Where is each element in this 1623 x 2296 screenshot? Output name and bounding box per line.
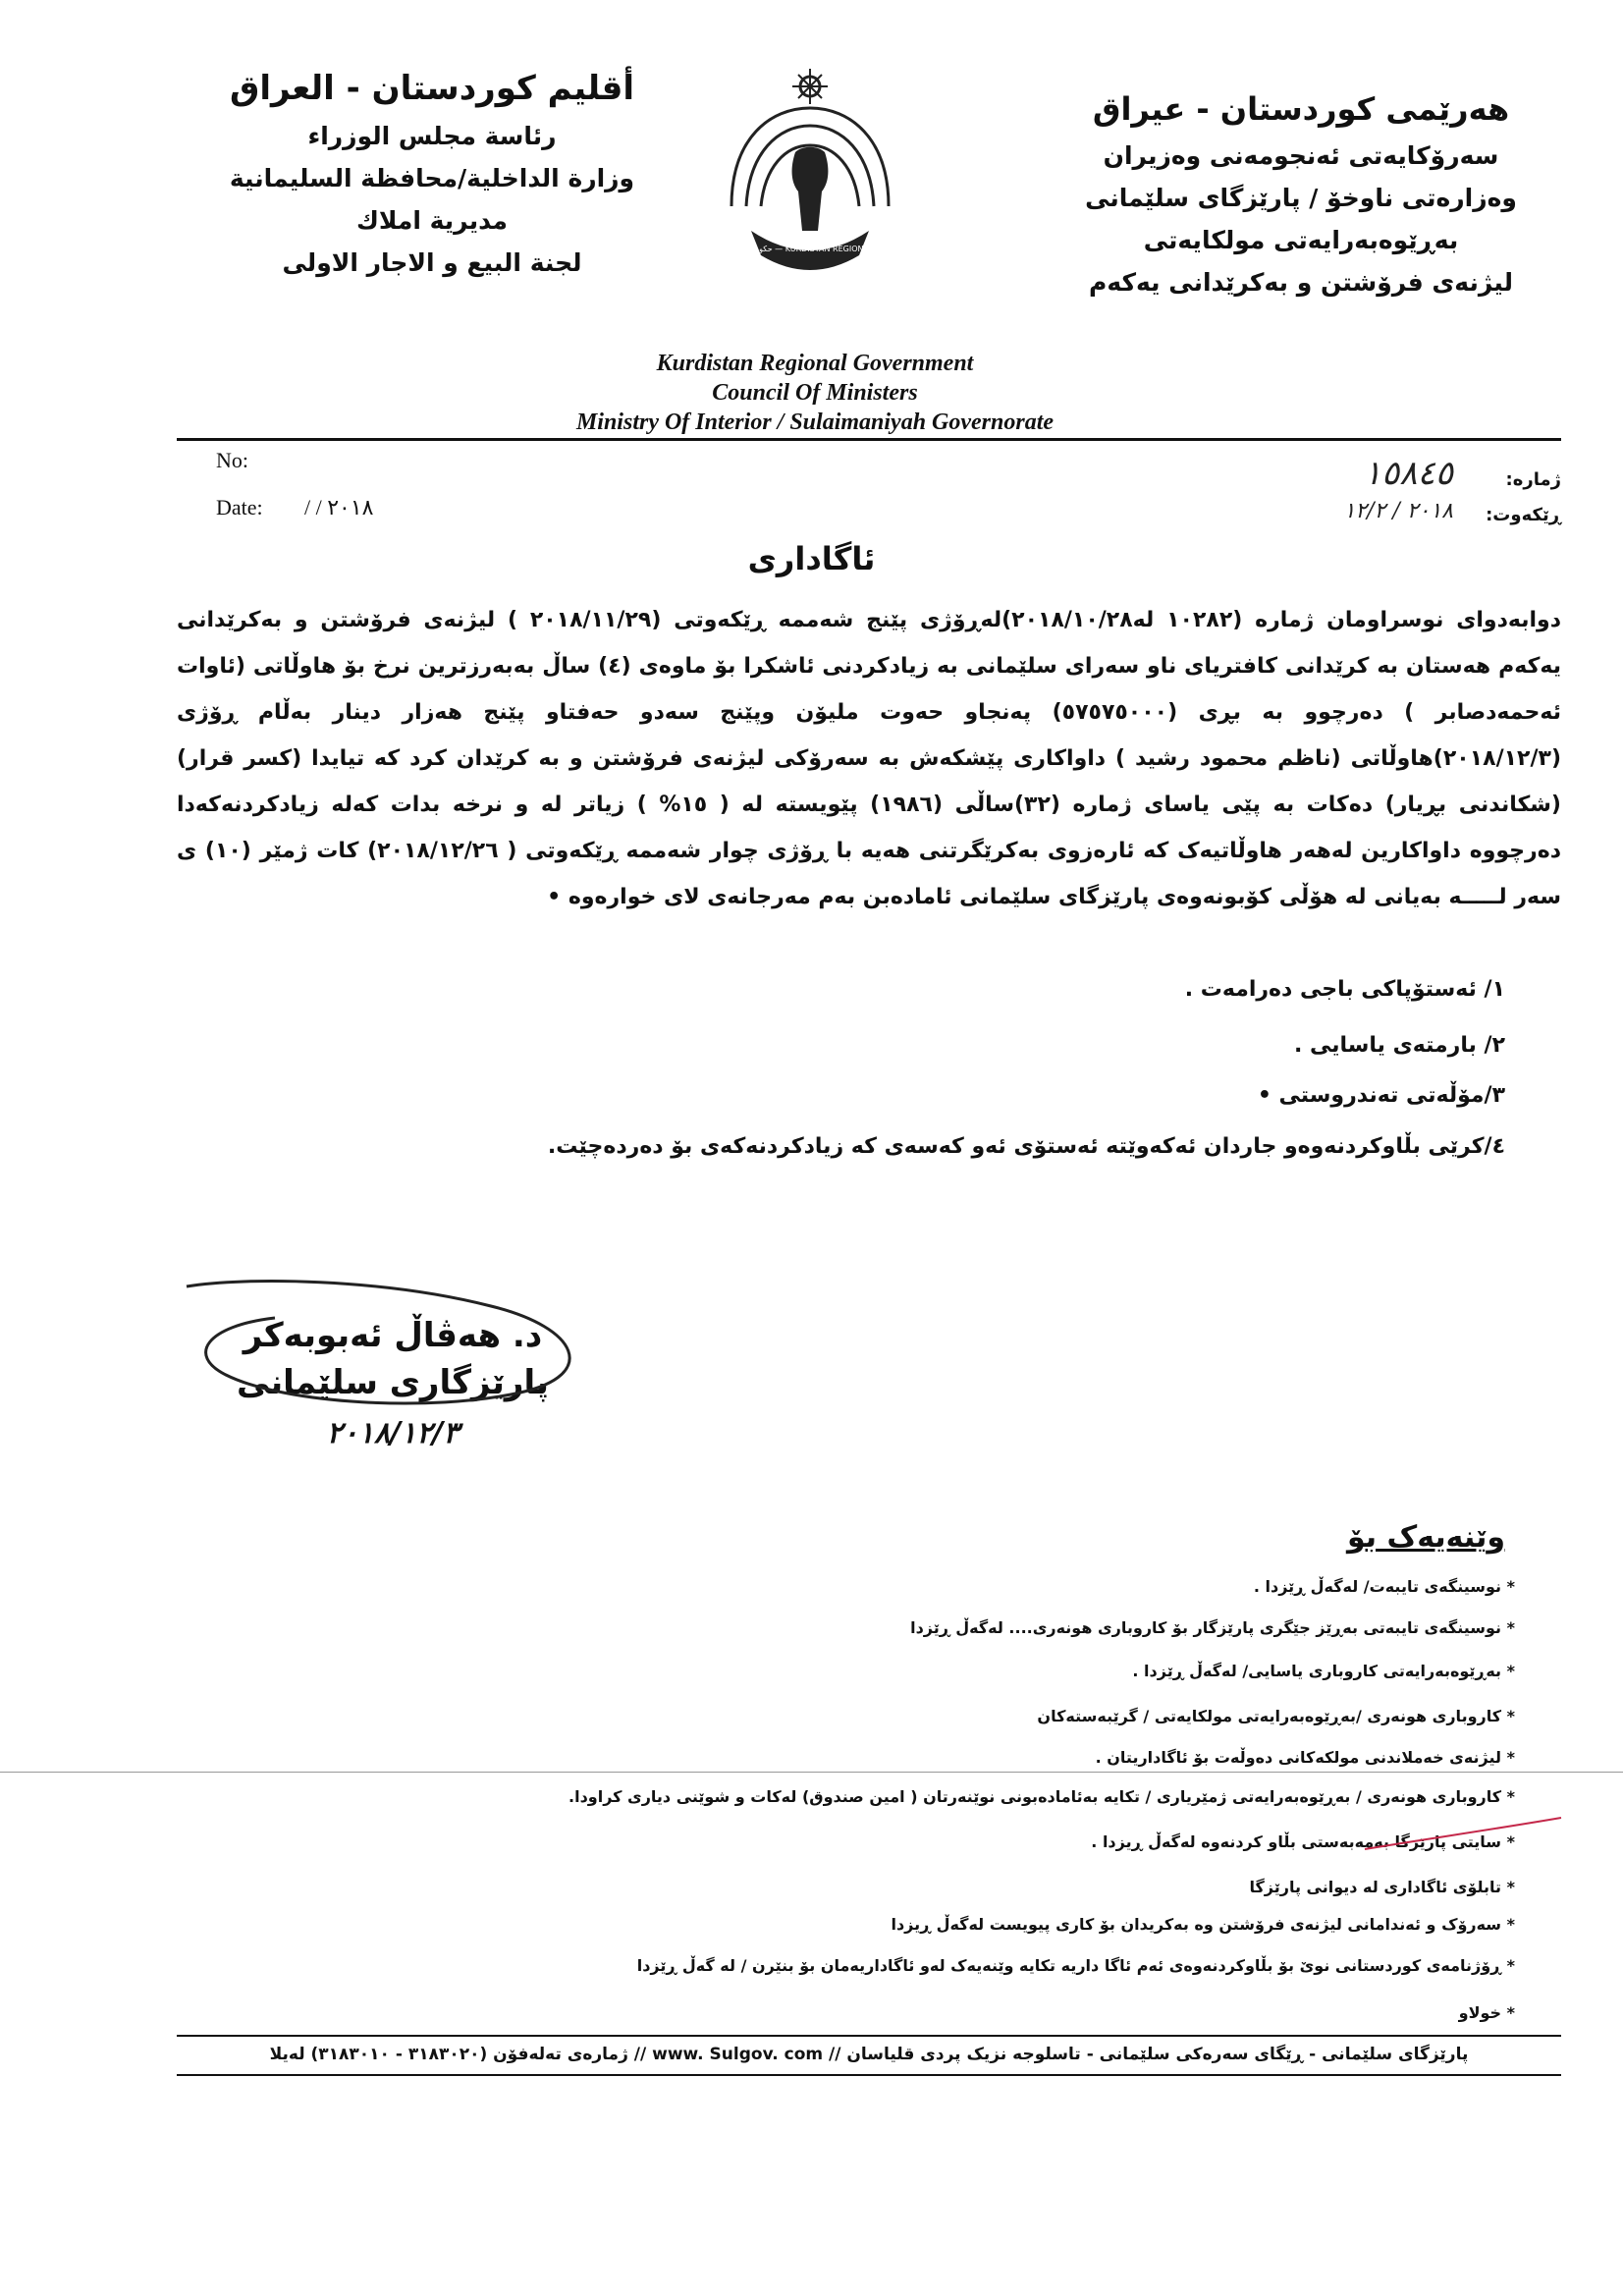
bullet-icon: *	[1506, 1915, 1515, 1934]
bullet-icon: *	[1506, 2003, 1515, 2022]
signatory-name: د. هەڤاڵ ئەبوبەکر	[243, 1316, 543, 1355]
krg-emblem	[692, 59, 928, 295]
header-divider	[177, 438, 1561, 441]
header-kurdish-line: سەرۆکایەتی ئەنجومەنی وەزیران	[1103, 141, 1499, 170]
bullet-icon: *	[1506, 1577, 1515, 1596]
header-arabic	[177, 69, 687, 277]
footer-divider-bottom	[177, 2074, 1561, 2076]
cc-item-text: سەرۆک و ئەندامانی لیژنەی فرۆشتن وە بەکریدان بۆ کاری پیویست لەگەڵ ڕیزدا	[891, 1915, 1502, 1934]
date-label-ku: ڕێکەوت:	[1486, 505, 1561, 525]
signatory-role: پارێزگاری سلێمانی	[236, 1363, 550, 1402]
cc-item-text: بەڕێوەبەرایەتی کاروباری یاسایی/ لەگەڵ ڕێزدا .	[1132, 1662, 1502, 1680]
signature-date: ٢٠١٨/١٢/٣	[326, 1416, 460, 1450]
header-kurdish	[1070, 90, 1532, 297]
cc-item	[891, 1915, 1515, 1934]
emblem-text: حكومة هةريمى كوردستان — KURDISTAN REGIONAL GOVERNMENT	[692, 245, 928, 253]
announcement-body: دوابەدوای نوسراومان ژمارە (١٠٢٨٢ لە٢٠١٨/١٠/٢٨)لەڕۆژی پێنج شەممە ڕێکەوتی (٢٠١٨/١١/٢٩ ) لیژنەی فرۆشتن و بەکرێدانی یەکەم هەستان بە کرێدانی کافتریای ناو سەرای سلێمانی بە زیادکردنی ئاشکرا بۆ ماوەی (٤) ساڵ بەبەرزترین نرخ بۆ هاوڵاتی (ئاوات ئەحمەدصابر ) دەرچوو بە بڕی (٥٧٥٧٥٠٠٠) پەنجاو حەوت ملیۆن وپێنج سەدو حەفتاو پێنج هەزار دینار بەڵام ڕۆژی (٢٠١٨/١٢/٣)هاوڵاتی (ناظم محمود رشید ) داواکاری پێشکەش بە سەرۆکی لیژنەی فرۆشتن و بە کرێدان کرد کە تیایدا (کسر قرار) (شکاندنی بڕیار) دەکات بە پێی یاسای ژمارە (٣٢)ساڵی (١٩٨٦) پێویستە لە ( ١٥% ) زیاتر لە و نرخە بدات کەلە زیادکردنەکەدا دەرچووە داواکارین لەهەر هاوڵاتیەک کە ئارەزوی بەکرێگرتنی هەیە با ڕۆژی چوار شەممە ڕێکەوتی ( ٢٠١٨/١٢/٢٦) کات ژمێر (١٠) ی سەر لـــــە بەیانی لە هۆڵی کۆبونەوەی پارێزگای سلێمانی ئامادەبن بەم مەرجانەی لای خوارەوە •	[177, 608, 1561, 909]
cc-item	[1096, 1748, 1515, 1767]
bullet-icon: *	[1506, 1956, 1515, 1975]
header-arabic-line: لجنة البيع و الاجار الاولى	[282, 248, 582, 277]
cc-item	[1132, 1662, 1515, 1680]
header-english-line: Kurdistan Regional Government	[656, 351, 974, 376]
header-kurdish-line: وەزارەتی ناوخۆ / پارێزگای سلێمانی	[1085, 184, 1517, 212]
date-label: Date:	[216, 495, 263, 519]
cc-item	[1249, 1878, 1515, 1896]
footer-divider-top	[177, 2035, 1561, 2037]
footer-contact: پارێزگای سلێمانی - ڕێگای سەرەکی سلێمانی - تاسلوجە نزیک پردی قلیاسان // www. Sulgov. com // ژمارەی تەلەفۆن (٣١٨٣٠٢٠ - ٣١٨٣٠١٠) لەیلا	[269, 2045, 1469, 2064]
document-title: ئاگاداری	[747, 540, 876, 577]
header-kurdish-line: بەڕێوەبەرایەتی مولکایەتی	[1143, 226, 1459, 254]
cc-item-text: ڕۆژنامەی کوردستانی نوێ بۆ بڵاوکردنەوەی ئەم ئاگا داریە تکایە وێنەیەک لەو ئاگاداریەمان بۆ بنێرن / لە گەڵ ڕێزدا	[636, 1956, 1502, 1975]
cc-title: وێنەیەک بۆ	[1346, 1520, 1505, 1555]
bullet-icon: *	[1506, 1618, 1515, 1637]
cc-item	[910, 1618, 1515, 1637]
header-english	[550, 349, 1080, 437]
cc-item-text: نوسینگەی تایبەت/ لەگەڵ ڕێزدا .	[1253, 1577, 1502, 1596]
cc-item	[1037, 1707, 1515, 1725]
bullet-icon: *	[1506, 1832, 1515, 1851]
requirement-item: ٣/مۆڵەتی تەندروستی •	[1257, 1083, 1505, 1108]
header-english-line: Council Of Ministers	[712, 380, 918, 406]
eagle-sun-emblem-icon	[692, 59, 928, 295]
cc-item	[568, 1787, 1515, 1806]
header-arabic-title: أقليم كوردستان - العراق	[230, 69, 634, 108]
header-kurdish-title: هەرێمی کوردستان - عیراق	[1092, 90, 1510, 128]
cc-item	[637, 1956, 1515, 1975]
cc-item	[1254, 1577, 1515, 1596]
number-value-handwritten: ١٥٨٤٥	[1363, 454, 1453, 493]
cc-item-text: سایتی پارێزگا بەمەبەستی بڵاو کردنەوە لەگەڵ ڕیزدا .	[1091, 1832, 1502, 1851]
header-arabic-line: مديرية املاك	[355, 206, 509, 235]
requirement-item: ٤/کرێی بڵاوکردنەوەو جاردان ئەکەوێتە ئەستۆی ئەو کەسەی کە زیادکردنەکەی بۆ دەردەچێت.	[547, 1134, 1505, 1159]
header-arabic-line: رئاسة مجلس الوزراء	[307, 122, 557, 150]
cc-item-text: کاروباری هونەری /بەڕێوەبەرایەتی مولکایەتی / گرێبەستەکان	[1037, 1707, 1502, 1725]
cc-item-text: لیژنەی خەملاندنی مولکەکانی دەوڵەت بۆ ئاگاداریتان .	[1095, 1748, 1502, 1767]
scan-seam-divider	[0, 1772, 1623, 1773]
header-arabic-line: وزارة الداخلية/محافظة السليمانية	[229, 164, 635, 192]
number-label: No:	[216, 448, 248, 472]
bullet-icon: *	[1506, 1748, 1515, 1767]
cc-item-text: نوسینگەی تایبەتی بەڕێز جێگری پارێزگار بۆ کاروباری هونەری.... لەگەڵ ڕێزدا	[910, 1618, 1502, 1637]
requirement-item: ١/ ئەستۆپاکی باجی دەرامەت .	[1184, 977, 1505, 1002]
date-value-ku: ٢٠١٨ / ١٢/٢	[1343, 499, 1453, 523]
bullet-icon: *	[1506, 1707, 1515, 1725]
bullet-icon: *	[1506, 1878, 1515, 1896]
cc-item-text: خولاو	[1458, 2003, 1502, 2022]
red-pen-mark-icon	[1355, 1812, 1571, 1861]
cc-item-text: تابلۆی ئاگاداری لە دیوانی پارێزگا	[1249, 1878, 1502, 1896]
signature-scribble-icon	[167, 1267, 619, 1424]
requirement-item: ٢/ بارمتەی یاسایی .	[1293, 1033, 1505, 1058]
bullet-icon: *	[1506, 1787, 1515, 1806]
number-label-ku: ژمارە:	[1505, 469, 1561, 490]
cc-item-text: کاروباری هونەری / بەڕێوەبەرایەتی ژمێریاری / تکایە بەئامادەبونی نوێنەرتان ( امین صندوق) لەکات و شوێنی دیاری کراودا.	[568, 1787, 1502, 1806]
date-blank: / / ٢٠١٨	[304, 495, 374, 519]
header-kurdish-line: لیژنەی فرۆشتن و بەکرێدانی یەکەم	[1089, 268, 1513, 297]
header-english-line: Ministry Of Interior / Sulaimaniyah Governorate	[575, 410, 1055, 435]
bullet-icon: *	[1506, 1662, 1515, 1680]
cc-item	[1459, 2003, 1515, 2022]
